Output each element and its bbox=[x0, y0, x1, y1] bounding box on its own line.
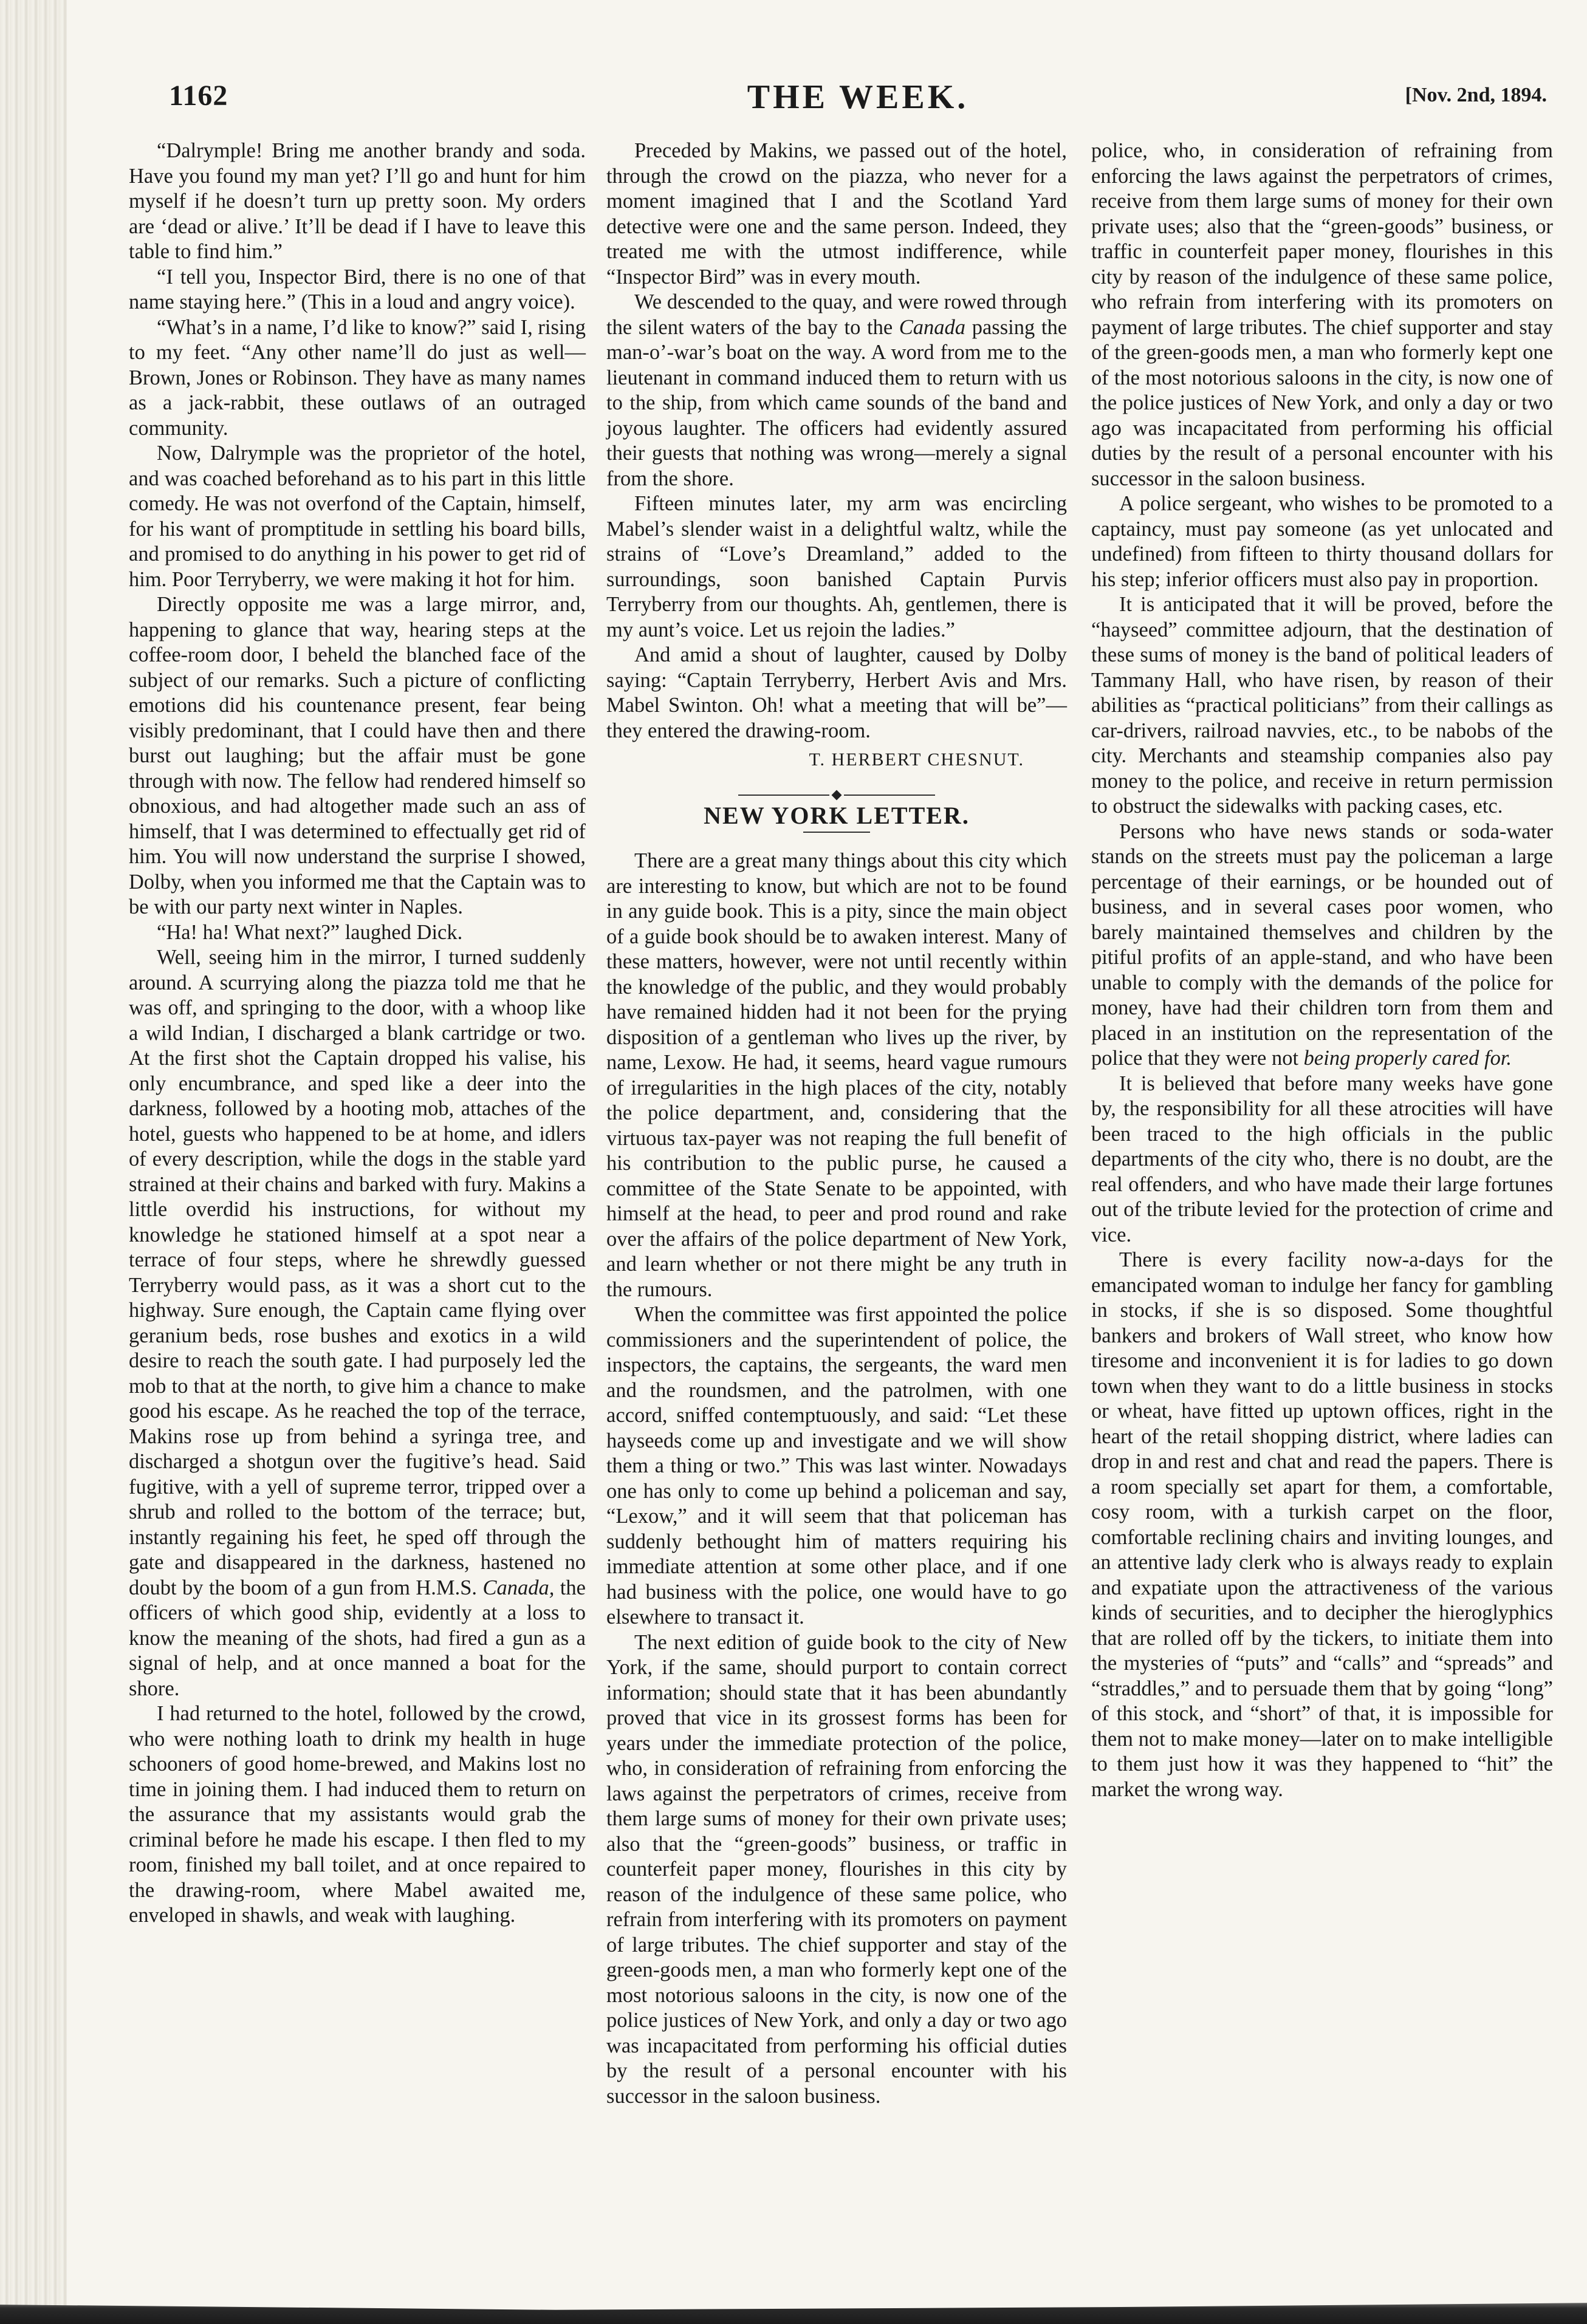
story-paragraph: Fifteen minutes later, my arm was encircling Mabel’s slender waist in a delightful waltz, while the strains of “Love’s Dreamland,” added to the surroundings, soon banished Captain Purvis Terryberry from our thoughts. Ah, gentlemen, there is my aunt’s voice. Let us rejoin the ladies.” bbox=[606, 492, 1067, 641]
ship-name: Canada, bbox=[482, 1576, 555, 1599]
story-text: Well, seeing him in the mirror, I turned suddenly around. A scurrying along the piazza told me that he was off, and springing to the door, with a whoop like a wild Indian, I discharged a blank cartridge or two. At the first shot the Captain dropped his valise, his only encumbrance, and sped like a deer into the darkness, followed by a hooting mob, attaches of the hotel, guests who happened to be at home, and idlers of every description, while the dogs in the stable yard strained at their chains and barked with fury. Makins a little overdid his instructions, for without my knowledge he stationed himself at a spot near a terrace of four steps, where he shrewdly guessed Terryberry would pass, as it was a short cut to the highway. Sure enough, the Captain came flying over geranium beds, rose bushes and exotics in a wild desire to reach the south gate. I had purposely led the mob to that at the north, to give him a chance to make good his escape. As he reached the top of the terrace, Makins rose up from behind a syringa tree, and discharged a shotgun over the fugitive’s head. Said fugitive, with a yell of supreme terror, tripped over a shrub and rolled to the bottom of the terrace; but, instantly regaining his feet, he sped off through the gate and disappeared in the darkness, hastened no doubt by the boom of a gun from H.M.S. bbox=[129, 946, 586, 1599]
story-text: the officers of which good ship, evidently at a loss to know the meaning of the shots, had fired a gun as a signal of help, and at once manned a boat for the shore. bbox=[129, 1576, 586, 1700]
story-text: passing the man-o’-war’s boat on the way. A word from me to the lieutenant in command induced them to return with us to the ship, from which came sounds of the band and joyous laughter. The officers had evidently assured their guests that nothing was wrong—merely a signal from the shore. bbox=[606, 315, 1068, 490]
story-paragraph: “Dalrymple! Bring me another brandy and soda. Have you found my man yet? I’ll go and hunt for him myself if he doesn’t turn up pretty soon. My orders are ‘dead or alive.’ It’ll be dead if I have to leave this table to find him.” bbox=[129, 139, 586, 263]
story-paragraph: Preceded by Makins, we passed out of the hotel, through the crowd on the piazza, who never for a moment imagined that I and the Scotland Yard detective were one and the same person. Indeed, they treated me with the utmost indifference, while “Inspector Bird” was in every mouth. bbox=[606, 139, 1067, 289]
title-rule bbox=[803, 832, 870, 833]
letter-paragraph: A police sergeant, who wishes to be promoted to a captaincy, must pay someone (as yet unlocated and undefined) from fifteen to thirty thousand dollars for his step; inferior officers must also pay in proportion. bbox=[1091, 492, 1553, 591]
story-paragraph bbox=[606, 290, 1067, 491]
letter-paragraph-continued: police, who, in consideration of refraining from enforcing the laws against the perpetrators of crimes, receive from them large sums of money for their own private uses; also that the “green-goods” business, or traffic in counterfeit paper money, flourishes in this city by reason of the indulgence of these same police, who refrain from interfering with its promoters on payment of large tributes. The chief supporter and stay of the green-goods men, a man who formerly kept one of the most notorious saloons in the city, is now one of the police justices of New York, and only a day or two ago was incapacitated from performing his official duties by the result of a personal encounter with his successor in the saloon business. bbox=[1091, 139, 1553, 490]
letter-paragraph: It is anticipated that it will be proved, before the “hayseed” committee adjourn, that the destination of these sums of money is the band of political leaders of Tammany Hall, who have risen, by reason of their abilities as “practical politicians” from their callings as car-drivers, railroad navvies, etc., to be nabobs of the city. Merchants and steamship companies also pay money to the police, and receive in return permission to obstruct the sidewalks with packing cases, etc. bbox=[1091, 593, 1553, 818]
letter-text: Persons who have news stands or soda-water stands on the streets must pay the policeman a large percentage of their earnings, or be hounded out of business, and in several cases poor women, who barely maintained themselves and children by the pitiful profits of an apple-stand, and who have been unable to comply with the demands of the police for money, have had their children torn from them and placed in an institution on the representation of the police that they were not bbox=[1091, 819, 1553, 1070]
story-paragraph: I had returned to the hotel, followed by the crowd, who were nothing loath to drink my health in huge schooners of good home-brewed, and Makins lost no time in joining them. I had induced them to return on the assurance that my assistants would grab the criminal before he made his escape. I then fled to my room, finished my ball toilet, and at once repaired to the drawing-room, where Mabel awaited me, enveloped in shawls, and weak with laughing. bbox=[129, 1702, 586, 1927]
page-number: 1162 bbox=[169, 80, 228, 112]
emphasis-text: being properly cared for. bbox=[1303, 1047, 1512, 1070]
letter-paragraph: There is every facility now-a-days for the emancipated woman to indulge her fancy for gambling in stocks, if she is so disposed. Some thoughtful bankers and brokers of Wall street, who know how tiresome and inconvenient it is for ladies to go down town when they want to do a little business in stocks or wheat, have fitted up uptown offices, right in the heart of the retail shopping district, where ladies can drop in and rest and chat and read the papers. There is a room specially set apart for them, a comfortable, cosy room, with a turkish carpet on the floor, comfortable reclining chairs and inviting lounges, and an attentive lady clerk who is always ready to explain and expatiate upon the attractiveness of the various kinds of securities, and to decipher the hieroglyphics that are rolled off by the tickers, to initiate them into the mysteries of “puts” and “calls” and “spreads” and “straddles,” and to persuade them that by going “long” of this stock, and “short” of that, it is impossible for them not to make money—later on to make intelligible to them just how it was they happened to “hit” the market the wrong way. bbox=[1091, 1248, 1553, 1801]
letter-paragraph: There are a great many things about this city which are interesting to know, but which are not to be found in any guide book. This is a pity, since the main object of a guide book should be to awaken interest. Many of these matters, however, were not until recently within the knowledge of the public, and they would probably have remained hidden had it not been for the prying disposition of a gentleman who lives up the river, by name, Lexow. He had, it seems, heard vague rumours of irregularities in the high places of the city, notably the police department, and, considering that the virtuous tax-payer was not reaping the full benefit of his contribution to the public purse, he caused a committee of the State Senate to be appointed, with himself at the head, to peer and prod round and rake over the affairs of the police department of New York, and learn whether or not there might be any truth in the rumours. bbox=[606, 849, 1067, 1301]
story-paragraph: “Ha! ha! What next?” laughed Dick. bbox=[157, 920, 463, 944]
author-signature: T. HERBERT CHESNUT. bbox=[809, 750, 1024, 770]
story-paragraph: Now, Dalrymple was the proprietor of the hotel, and was coached beforehand as to his part in this little comedy. He was not overfond of the Captain, himself, for his want of promptitude in settling his board bills, and promised to do anything in his power to get rid of him. Poor Terryberry, we were making it hot for him. bbox=[129, 442, 586, 591]
letter-paragraph: It is believed that before many weeks have gone by, the responsibility for all these atrocities will have been traced to the high officials in the public departments of the city who, there is no doubt, are the real offenders, and who have made their large fortunes out of the tribute levied for the protection of crime and vice. bbox=[1091, 1071, 1553, 1246]
issue-date: [Nov. 2nd, 1894. bbox=[1405, 84, 1547, 106]
letter-paragraph: When the committee was first appointed the police commissioners and the superintendent of police, the inspectors, the captains, the sergeants, the ward men and the roundsmen, and the patrolmen, with one accord, sniffed contemptuously, and said: “Let these hayseeds come up and investigate and we will show them a thing or two.” This was last winter. Nowadays one has only to come up behind a policeman and say, “Lexow,” and it will seem that that policeman has suddenly bethought him of matters requiring his immediate attention at some other place, and if one had business with the police, one would have to go elsewhere to transact it. bbox=[606, 1303, 1067, 1629]
binding-gutter bbox=[0, 0, 67, 2324]
column-3 bbox=[1091, 138, 1553, 2268]
story-text: We descended to the quay, and were rowed through the silent waters of the bay to the bbox=[606, 290, 1067, 339]
story-paragraph bbox=[129, 945, 586, 1701]
ship-name: Canada bbox=[899, 315, 966, 339]
page-header bbox=[169, 78, 1547, 126]
letter-paragraph: The next edition of guide book to the city of New York, if the same, should purport to contain correct information; should state that it has been abundantly proved that vice in its grossest forms has been for years under the immediate protection of the police, who, in consideration of refraining from enforcing the laws against the perpetrators of crimes, receive from them large sums of money for their own private uses; also that the “green-goods” business, or traffic in counterfeit paper money, flourishes in this city by reason of the indulgence of these same police, who refrain from interfering with its promoters on payment of large tributes. The chief supporter and stay of the green-goods men, a man who formerly kept one of the most notorious saloons in the city, is now one of the police justices of New York, and only a day or two ago was incapacitated from performing his official duties by the result of a personal encounter with his successor in the saloon business. bbox=[606, 1630, 1067, 2108]
section-divider bbox=[606, 781, 1067, 790]
story-paragraph: “What’s in a name, I’d like to know?” said I, rising to my feet. “Any other name’ll do just as well—Brown, Jones or Robinson. They have as many names as a jack-rabbit, these outlaws of an outraged community. bbox=[129, 315, 586, 440]
section-title: NEW YORK LETTER. bbox=[704, 801, 970, 829]
column-2 bbox=[606, 138, 1067, 2268]
journal-title: THE WEEK. bbox=[747, 78, 969, 116]
story-paragraph: “I tell you, Inspector Bird, there is no one of that name staying here.” (This in a loud and angry voice). bbox=[129, 265, 586, 313]
story-paragraph: Directly opposite me was a large mirror, and, happening to glance that way, hearing steps at the coffee-room door, I beheld the blanched face of the subject of our remarks. Such a picture of conflicting emotions did his countenance present, fear being visibly predominant, that I could have then and there burst out laughing; but the affair must be gone through with now. The fellow had rendered himself so obnoxious, and had altogether made such an ass of himself, that I was determined to effectually get rid of him. You will now understand the surprise I showed, Dolby, when you informed me that the Captain was to be with our party next winter in Naples. bbox=[129, 593, 586, 918]
letter-paragraph bbox=[1091, 819, 1553, 1071]
story-paragraph: And amid a shout of laughter, caused by Dolby saying: “Captain Terryberry, Herbert Avis and Mrs. Mabel Swinton. Oh! what a meeting that will be”—they entered the drawing-room. bbox=[606, 643, 1067, 742]
column-1 bbox=[129, 138, 586, 2268]
scan-edge bbox=[0, 2289, 1587, 2324]
